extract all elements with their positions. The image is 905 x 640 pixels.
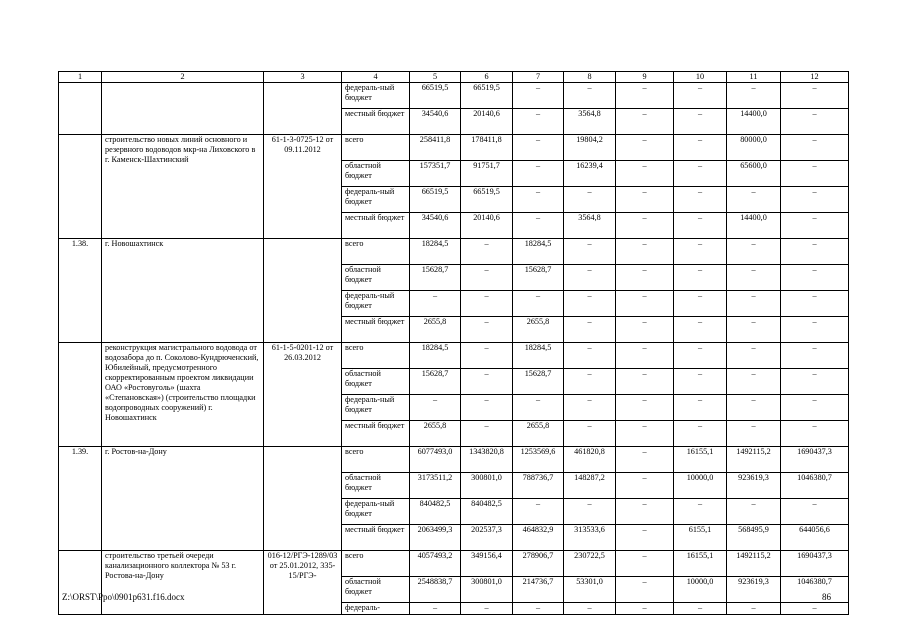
value-cell: – [727, 187, 781, 213]
value-cell: – [781, 161, 849, 187]
value-cell: – [674, 291, 727, 317]
table-row [59, 447, 849, 473]
value-cell: 6155,1 [674, 525, 727, 551]
value-cell: – [781, 109, 849, 135]
item-number-cell [59, 83, 102, 135]
value-cell: 230722,5 [564, 551, 616, 577]
value-cell: – [410, 603, 461, 615]
value-cell: 4057493,2 [410, 551, 461, 577]
value-cell: – [674, 317, 727, 343]
value-cell: 3564,8 [564, 109, 616, 135]
value-cell: 15628,7 [513, 265, 564, 291]
value-cell: – [564, 369, 616, 395]
value-cell: – [564, 421, 616, 447]
value-cell: – [616, 291, 674, 317]
value-cell: 16155,1 [674, 447, 727, 473]
value-cell: – [616, 369, 674, 395]
value-cell: – [674, 109, 727, 135]
value-cell: – [564, 265, 616, 291]
value-cell: – [727, 369, 781, 395]
value-cell: – [461, 343, 513, 369]
value-cell: – [616, 239, 674, 265]
value-cell: 66519,5 [410, 187, 461, 213]
funding-source-cell: областной бюджет [342, 577, 410, 603]
value-cell: 840482,5 [461, 499, 513, 525]
value-cell: – [616, 525, 674, 551]
value-cell: – [616, 265, 674, 291]
funding-source-cell: местный бюджет [342, 421, 410, 447]
value-cell: – [410, 395, 461, 421]
value-cell: – [616, 135, 674, 161]
value-cell: – [616, 551, 674, 577]
value-cell: – [781, 395, 849, 421]
item-name-cell: реконструкция магистрального водовода от водозабора до п. Соколово-Кундрюченский, Юбилейный, предусмотренного скорректированным проектом ликвидации ОАО «Ростовуголь» (шахта «Степановская») (строительство площадки водопроводных сооружений) г. Новошахтинск [102, 343, 264, 447]
value-cell: 2548838,7 [410, 577, 461, 603]
value-cell: – [727, 343, 781, 369]
value-cell: 464832,9 [513, 525, 564, 551]
table-row [59, 551, 849, 577]
header-cell: 3 [264, 72, 342, 83]
table-row [59, 343, 849, 369]
value-cell: 19804,2 [564, 135, 616, 161]
table-row [59, 83, 849, 109]
value-cell: 1690437,3 [781, 447, 849, 473]
document-cell [264, 447, 342, 551]
funding-source-cell: областной бюджет [342, 369, 410, 395]
value-cell: 840482,5 [410, 499, 461, 525]
value-cell: 3564,8 [564, 213, 616, 239]
item-name-cell: г. Ростов-на-Дону [102, 447, 264, 551]
value-cell: – [727, 395, 781, 421]
document-cell [264, 239, 342, 343]
funding-source-cell: всего [342, 343, 410, 369]
value-cell: 16155,1 [674, 551, 727, 577]
value-cell: 3173511,2 [410, 473, 461, 499]
value-cell: – [781, 499, 849, 525]
value-cell: – [564, 187, 616, 213]
item-name-cell [102, 83, 264, 135]
value-cell: 80000,0 [727, 135, 781, 161]
document-cell: 61-1-3-0725-12 от 09.11.2012 [264, 135, 342, 239]
value-cell: – [513, 109, 564, 135]
value-cell: 157351,7 [410, 161, 461, 187]
value-cell: 300801,0 [461, 473, 513, 499]
value-cell: 10000,0 [674, 577, 727, 603]
table-row [59, 135, 849, 161]
value-cell: – [461, 369, 513, 395]
funding-source-cell: федераль-ный бюджет [342, 187, 410, 213]
item-number-cell [59, 343, 102, 447]
value-cell: – [616, 317, 674, 343]
value-cell: – [674, 161, 727, 187]
value-cell: 313533,6 [564, 525, 616, 551]
footer-page-number: 86 [822, 592, 831, 602]
value-cell: 10000,0 [674, 473, 727, 499]
value-cell: – [727, 421, 781, 447]
item-number-cell [59, 551, 102, 615]
header-cell: 6 [461, 72, 513, 83]
value-cell: 349156,4 [461, 551, 513, 577]
value-cell: 2655,8 [410, 421, 461, 447]
funding-source-cell: всего [342, 447, 410, 473]
header-cell: 8 [564, 72, 616, 83]
value-cell: – [616, 473, 674, 499]
value-cell: 18284,5 [513, 343, 564, 369]
value-cell: – [674, 239, 727, 265]
value-cell: 1046380,7 [781, 577, 849, 603]
value-cell: 258411,8 [410, 135, 461, 161]
header-cell: 1 [59, 72, 102, 83]
value-cell: 923619,3 [727, 473, 781, 499]
value-cell: – [513, 213, 564, 239]
funding-source-cell: федераль-ный бюджет [342, 499, 410, 525]
header-cell: 11 [727, 72, 781, 83]
value-cell: – [674, 343, 727, 369]
value-cell: – [616, 603, 674, 615]
value-cell: 923619,3 [727, 577, 781, 603]
value-cell: – [674, 369, 727, 395]
value-cell: – [616, 187, 674, 213]
value-cell: – [727, 603, 781, 615]
funding-source-cell: всего [342, 239, 410, 265]
value-cell: 202537,3 [461, 525, 513, 551]
value-cell: – [616, 343, 674, 369]
value-cell: 178411,8 [461, 135, 513, 161]
funding-source-cell: всего [342, 551, 410, 577]
value-cell: – [674, 265, 727, 291]
value-cell: 788736,7 [513, 473, 564, 499]
value-cell: – [616, 395, 674, 421]
value-cell: – [674, 213, 727, 239]
value-cell: – [674, 603, 727, 615]
funding-source-cell: федераль-ный бюджет [342, 291, 410, 317]
value-cell: – [513, 291, 564, 317]
value-cell: 1492115,2 [727, 447, 781, 473]
value-cell: 20140,6 [461, 213, 513, 239]
value-cell: – [616, 109, 674, 135]
item-name-cell: г. Новошахтинск [102, 239, 264, 343]
value-cell: – [781, 317, 849, 343]
value-cell: – [674, 187, 727, 213]
value-cell: 66519,5 [461, 83, 513, 109]
value-cell: 2655,8 [513, 421, 564, 447]
document-cell: 016-12/РГЭ-1289/03 от 25.01.2012, 335-15/РГЭ- [264, 551, 342, 615]
value-cell: 461820,8 [564, 447, 616, 473]
value-cell: – [461, 421, 513, 447]
item-number-cell: 1.38. [59, 239, 102, 343]
value-cell: 1046380,7 [781, 473, 849, 499]
value-cell: 14400,0 [727, 109, 781, 135]
value-cell: 66519,5 [410, 83, 461, 109]
value-cell: – [781, 603, 849, 615]
value-cell: – [727, 83, 781, 109]
value-cell: 15628,7 [410, 369, 461, 395]
value-cell: 1492115,2 [727, 551, 781, 577]
value-cell: – [513, 395, 564, 421]
value-cell: 1253569,6 [513, 447, 564, 473]
value-cell: 214736,7 [513, 577, 564, 603]
footer-file-path: Z:\ORST\Ppo\0901p631.f16.docx [62, 592, 185, 602]
funding-source-cell: федераль-ный бюджет [342, 83, 410, 109]
funding-source-cell: местный бюджет [342, 317, 410, 343]
value-cell: 18284,5 [410, 239, 461, 265]
header-cell: 5 [410, 72, 461, 83]
value-cell: – [727, 291, 781, 317]
header-cell: 4 [342, 72, 410, 83]
value-cell: – [674, 135, 727, 161]
item-number-cell [59, 135, 102, 239]
value-cell: 2063499,3 [410, 525, 461, 551]
item-name-cell: строительство новых линий основного и резервного водоводов мкр-на Лиховского в г. Каменск-Шахтинский [102, 135, 264, 239]
document-cell [264, 83, 342, 135]
value-cell: 20140,6 [461, 109, 513, 135]
header-cell: 7 [513, 72, 564, 83]
funding-source-cell: местный бюджет [342, 109, 410, 135]
value-cell: 1343820,8 [461, 447, 513, 473]
value-cell: – [616, 577, 674, 603]
funding-source-cell: областной бюджет [342, 473, 410, 499]
value-cell: – [564, 317, 616, 343]
value-cell: – [781, 265, 849, 291]
value-cell: – [564, 603, 616, 615]
value-cell: – [410, 291, 461, 317]
value-cell: 6077493,0 [410, 447, 461, 473]
value-cell: – [781, 239, 849, 265]
value-cell: – [727, 265, 781, 291]
header-cell: 12 [781, 72, 849, 83]
value-cell: 65600,0 [727, 161, 781, 187]
value-cell: – [616, 447, 674, 473]
header-cell: 2 [102, 72, 264, 83]
value-cell: – [564, 499, 616, 525]
value-cell: – [513, 603, 564, 615]
value-cell: – [513, 83, 564, 109]
value-cell: – [513, 135, 564, 161]
value-cell: – [564, 239, 616, 265]
header-row [59, 72, 849, 83]
value-cell: 568495,9 [727, 525, 781, 551]
value-cell: – [616, 161, 674, 187]
value-cell: – [616, 421, 674, 447]
value-cell: – [727, 239, 781, 265]
value-cell: 2655,8 [410, 317, 461, 343]
value-cell: – [461, 265, 513, 291]
value-cell: – [461, 603, 513, 615]
value-cell: 18284,5 [513, 239, 564, 265]
value-cell: 18284,5 [410, 343, 461, 369]
value-cell: 91751,7 [461, 161, 513, 187]
value-cell: 66519,5 [461, 187, 513, 213]
value-cell: – [461, 239, 513, 265]
funding-source-cell: федераль-ный бюджет [342, 395, 410, 421]
value-cell: – [461, 317, 513, 343]
value-cell: – [513, 187, 564, 213]
value-cell: – [781, 213, 849, 239]
value-cell: 34540,6 [410, 109, 461, 135]
value-cell: – [513, 161, 564, 187]
value-cell: – [727, 499, 781, 525]
value-cell: – [616, 499, 674, 525]
value-cell: – [616, 83, 674, 109]
value-cell: – [781, 187, 849, 213]
value-cell: – [781, 135, 849, 161]
value-cell: 53301,0 [564, 577, 616, 603]
value-cell: 14400,0 [727, 213, 781, 239]
value-cell: – [461, 291, 513, 317]
value-cell: – [564, 291, 616, 317]
header-cell: 9 [616, 72, 674, 83]
funding-source-cell: местный бюджет [342, 525, 410, 551]
value-cell: – [564, 343, 616, 369]
value-cell: – [564, 395, 616, 421]
value-cell: – [781, 291, 849, 317]
value-cell: 15628,7 [513, 369, 564, 395]
value-cell: 1690437,3 [781, 551, 849, 577]
value-cell: 15628,7 [410, 265, 461, 291]
value-cell: 148287,2 [564, 473, 616, 499]
value-cell: – [616, 213, 674, 239]
item-number-cell: 1.39. [59, 447, 102, 551]
table-row [59, 239, 849, 265]
funding-source-cell: всего [342, 135, 410, 161]
value-cell: – [564, 83, 616, 109]
value-cell: – [781, 83, 849, 109]
funding-source-cell: местный бюджет [342, 213, 410, 239]
value-cell: 644056,6 [781, 525, 849, 551]
header-cell: 10 [674, 72, 727, 83]
value-cell: – [727, 317, 781, 343]
value-cell: 278906,7 [513, 551, 564, 577]
funding-source-cell: федераль- [342, 603, 410, 615]
value-cell: – [781, 421, 849, 447]
value-cell: – [513, 499, 564, 525]
value-cell: – [674, 499, 727, 525]
value-cell: – [781, 343, 849, 369]
value-cell: – [674, 395, 727, 421]
value-cell: 34540,6 [410, 213, 461, 239]
value-cell: 16239,4 [564, 161, 616, 187]
item-name-cell: строительство третьей очереди канализационного коллектора № 53 г. Ростова-на-Дону [102, 551, 264, 615]
funding-source-cell: областной бюджет [342, 265, 410, 291]
value-cell: 2655,8 [513, 317, 564, 343]
funding-source-cell: областной бюджет [342, 161, 410, 187]
value-cell: – [674, 421, 727, 447]
value-cell: – [674, 83, 727, 109]
table-body [59, 72, 849, 615]
document-cell: 61-1-5-0201-12 от 26.03.2012 [264, 343, 342, 447]
value-cell: – [781, 369, 849, 395]
value-cell: – [461, 395, 513, 421]
value-cell: 300801,0 [461, 577, 513, 603]
budget-table [58, 71, 849, 615]
